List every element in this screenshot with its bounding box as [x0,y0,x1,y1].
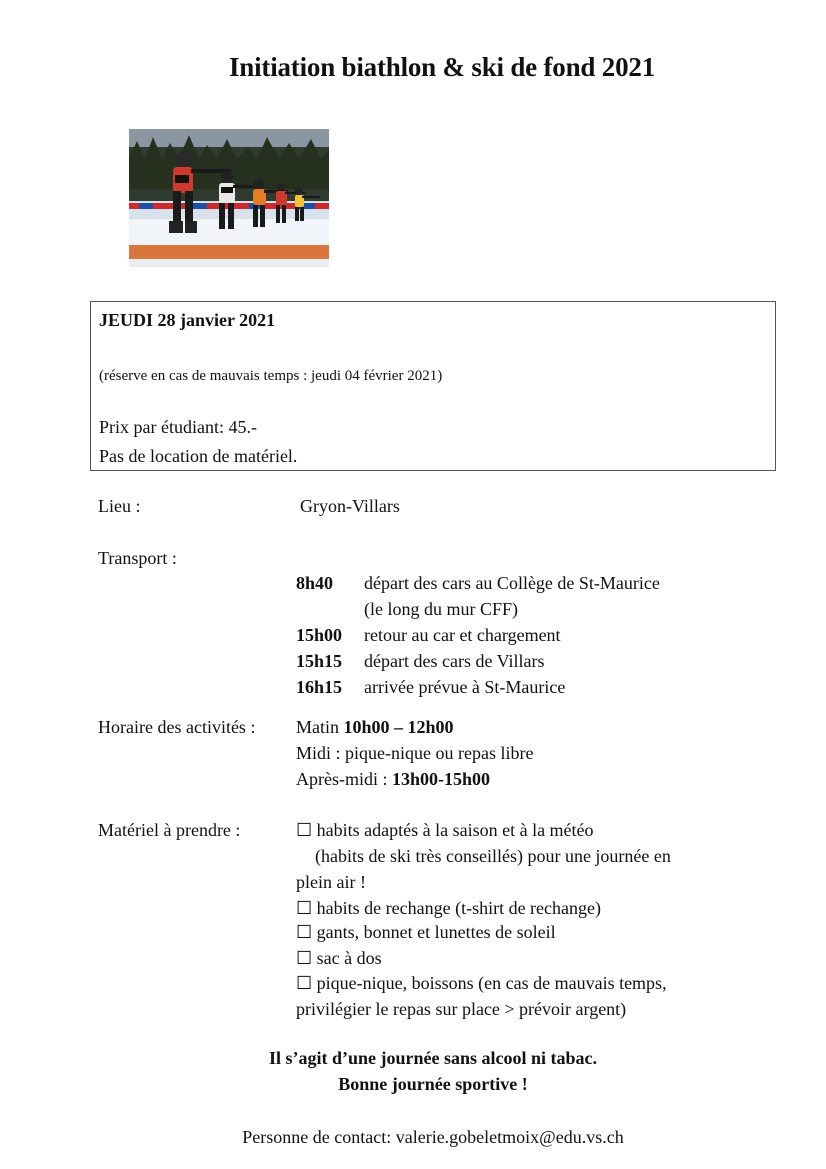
page-title: Initiation biathlon & ski de fond 2021 [228,52,655,82]
materiel-item: ☐ pique-nique, boissons (en cas de mauvais temps, [296,973,667,993]
materiel-label: Matériel à prendre : [98,820,241,840]
materiel-item: plein air ! [296,872,366,892]
biathlon-shooting-range-photo [129,129,329,267]
matin-time: 10h00 – 12h00 [343,717,454,737]
price-per-student: Prix par étudiant: 45.- [99,417,257,437]
transport-text: départ des cars de Villars [364,651,545,671]
materiel-item: ☐ habits adaptés à la saison et à la météo [296,820,594,840]
materiel-item: (habits de ski très conseillés) pour une journée en [315,846,671,866]
horaire-midi: Midi : pique-nique ou repas libre [296,743,534,763]
transport-time: 8h40 [296,573,334,593]
transport-time: 15h15 [296,651,343,671]
biathlon-photo [129,129,329,267]
apres-midi-label: Après-midi : [296,769,392,789]
transport-text: retour au car et chargement [364,625,561,645]
lieu-value: Gryon-Villars [300,496,400,516]
materiel-item: ☐ sac à dos [296,948,382,968]
transport-time: 15h00 [296,625,343,645]
contact-line: Personne de contact: valerie.gobeletmoix@edu.vs.ch [242,1127,624,1147]
apres-midi-time: 13h00-15h00 [392,769,491,789]
event-info-box [90,301,776,471]
transport-text: (le long du mur CFF) [364,599,519,619]
transport-text: départ des cars au Collège de St-Maurice [364,573,660,593]
materiel-item: ☐ gants, bonnet et lunettes de soleil [296,922,556,942]
event-date: JEUDI 28 janvier 2021 [99,310,276,330]
lieu-label: Lieu : [98,496,141,516]
materiel-item: privilégier le repas sur place > prévoir argent) [296,999,627,1019]
matin-label: Matin [296,717,344,737]
horaire-apres-midi [296,769,490,790]
horaire-label: Horaire des activités : [98,717,256,737]
transport-label: Transport : [98,548,177,568]
transport-time: 16h15 [296,677,343,697]
horaire-matin [296,717,454,738]
rental-note: Pas de location de matériel. [99,446,298,466]
no-alcohol-note: Il s’agit d’une journée sans alcool ni tabac. [268,1048,598,1068]
transport-text: arrivée prévue à St-Maurice [364,677,566,697]
closing-note: Bonne journée sportive ! [338,1074,528,1094]
reserve-date: (réserve en cas de mauvais temps : jeudi 04 février 2021) [99,368,443,384]
materiel-item: ☐ habits de rechange (t-shirt de rechange) [296,898,601,918]
